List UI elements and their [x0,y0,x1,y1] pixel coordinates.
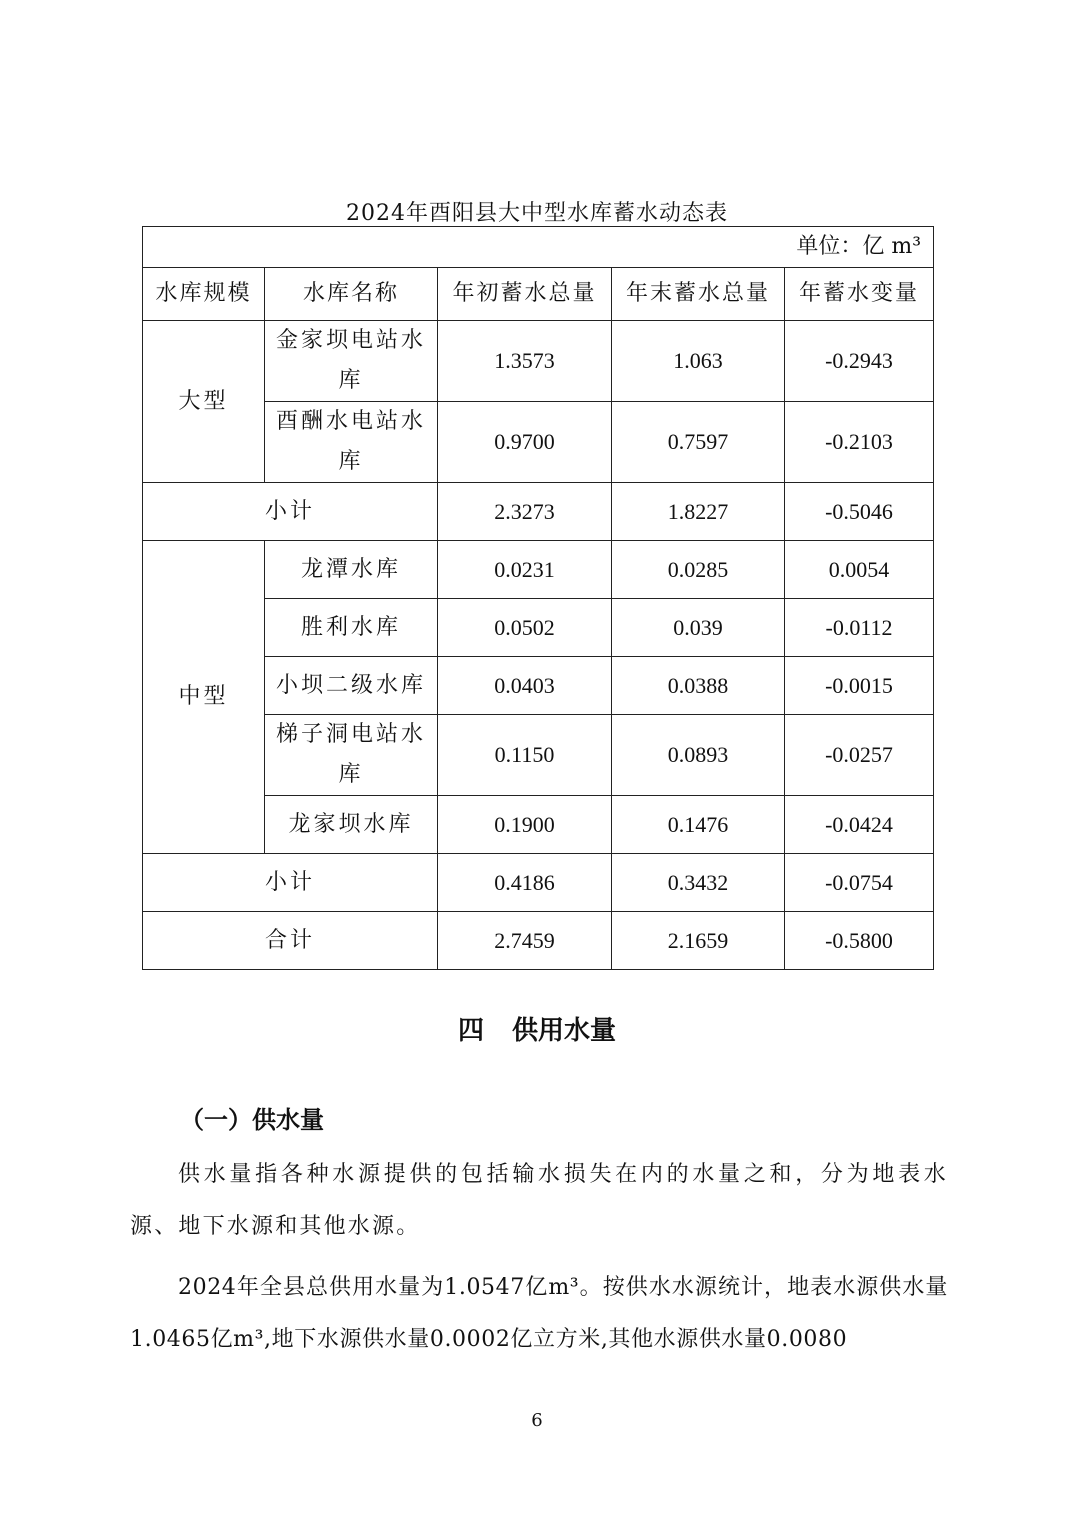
subtotal-label: 小计 [143,483,438,541]
change-value: -0.0112 [785,599,934,657]
start-value: 2.3273 [438,483,612,541]
start-value: 0.0403 [438,657,612,715]
end-value: 2.1659 [612,912,785,970]
reservoir-table [142,226,934,970]
start-value: 0.1900 [438,796,612,854]
paragraph: 2024年全县总供用水量为1.0547亿m³。按供水水源统计，地表水源供水量1.0465亿m³,地下水源供水量0.0002亿立方米,其他水源供水量0.0080 [130,1275,948,1352]
start-value: 1.3573 [438,321,612,402]
paragraph: 供水量指各种水源提供的包括输水损失在内的水量之和，分为地表水源、地下水源和其他水源。 [130,1162,948,1239]
subtotal-row [143,854,934,912]
header-change: 年蓄水变量 [785,268,934,321]
change-value: 0.0054 [785,541,934,599]
total-label: 合计 [143,912,438,970]
subtotal-label: 小计 [143,854,438,912]
change-value: -0.0015 [785,657,934,715]
reservoir-name: 胜利水库 [265,599,438,657]
end-value: 1.8227 [612,483,785,541]
reservoir-name: 酉酬水电站水库 [265,402,438,483]
end-value: 1.063 [612,321,785,402]
end-value: 0.3432 [612,854,785,912]
start-value: 0.0231 [438,541,612,599]
reservoir-name: 梯子洞电站水库 [265,715,438,796]
start-value: 0.1150 [438,715,612,796]
page-number: 6 [531,1410,543,1431]
header-name: 水库名称 [265,268,438,321]
change-value: -0.2943 [785,321,934,402]
end-value: 0.039 [612,599,785,657]
start-value: 0.9700 [438,402,612,483]
scale-cell: 大型 [143,321,265,483]
table-row [143,541,934,599]
scale-cell: 中型 [143,541,265,854]
end-value: 0.0285 [612,541,785,599]
change-value: -0.0424 [785,796,934,854]
header-start: 年初蓄水总量 [438,268,612,321]
start-value: 2.7459 [438,912,612,970]
reservoir-name: 龙家坝水库 [265,796,438,854]
change-value: -0.5800 [785,912,934,970]
header-end: 年末蓄水总量 [612,268,785,321]
end-value: 0.7597 [612,402,785,483]
change-value: -0.5046 [785,483,934,541]
start-value: 0.4186 [438,854,612,912]
subsection-heading: （一）供水量 [180,1106,324,1134]
reservoir-name: 小坝二级水库 [265,657,438,715]
section-heading [0,1010,1074,1047]
total-row [143,912,934,970]
section-title: 供用水量 [512,1016,617,1046]
start-value: 0.0502 [438,599,612,657]
table-title: 2024年酉阳县大中型水库蓄水动态表 [346,201,728,226]
end-value: 0.0893 [612,715,785,796]
end-value: 0.1476 [612,796,785,854]
header-scale: 水库规模 [143,268,265,321]
reservoir-name: 龙潭水库 [265,541,438,599]
subtotal-row [143,483,934,541]
section-number: 四 [457,1016,484,1046]
change-value: -0.0754 [785,854,934,912]
unit-label: 单位：亿 m³ [143,227,934,268]
end-value: 0.0388 [612,657,785,715]
change-value: -0.2103 [785,402,934,483]
change-value: -0.0257 [785,715,934,796]
reservoir-name: 金家坝电站水库 [265,321,438,402]
table-row [143,321,934,402]
